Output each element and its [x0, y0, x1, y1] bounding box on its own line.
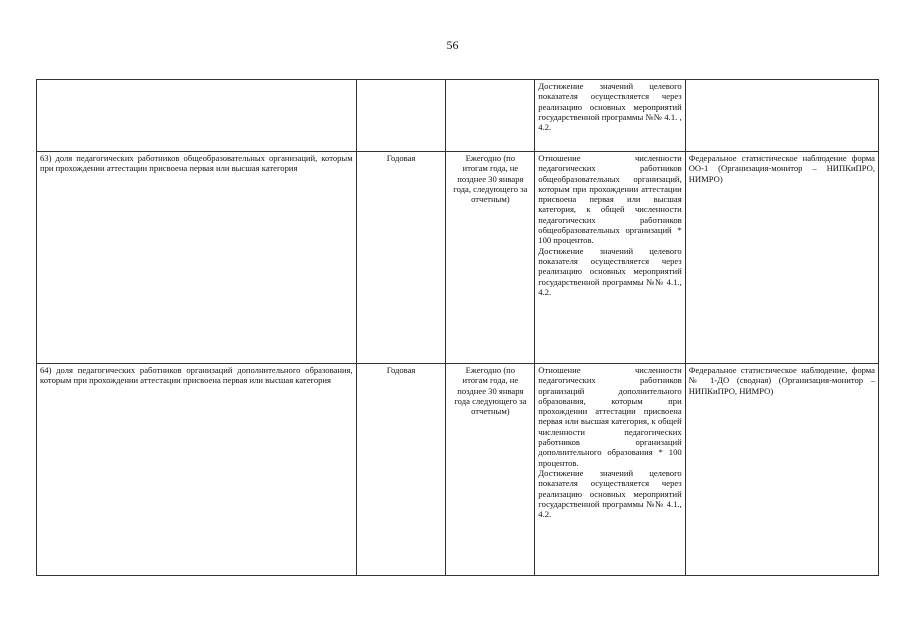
indicator-cell [37, 80, 357, 152]
table-row [37, 80, 879, 152]
source-cell: Федеральное статистическое наблюдение, форма № 1-ДО (сводная) (Организация-монитор – НИПКиПРО, НИМРО) [685, 364, 878, 576]
deadline-cell: Ежегодно (по итогам года, не позднее 30 января года, следующего за отчетным) [446, 152, 535, 364]
indicator-cell: 64) доля педагогических работников организаций дополнительного образования, которым при прохождении аттестации присвоена первая или высшая категория [37, 364, 357, 576]
periodicity-cell: Годовая [356, 152, 446, 364]
source-cell: Федеральное статистическое наблюдение форма ОО-1 (Организация-монитор – НИПКиПРО, НИМРО) [685, 152, 878, 364]
method-text: Достижение значений целевого показателя осуществляется через реализацию основных мероприятий государственной программы №№ 4.1. , 4.2. [538, 81, 682, 133]
method-tail-text: Достижение значений целевого показателя осуществляется через реализацию основных мероприятий государственной программы №№ 4.1., 4.2. [538, 467, 682, 520]
method-cell [535, 80, 685, 152]
method-cell [535, 364, 685, 576]
method-text: Отношение численности педагогических работников общеобразовательных организаций, которым при прохождении аттестации присвоена первая или высшая категория, к общей численности педагогических работников общеобразовательных организаций * 100 процентов. [538, 153, 682, 246]
method-text: Отношение численности педагогических работников организаций дополнительного образования, которым при прохождении аттестации присвоена первая или высшая категория, к общей численности педагогических работников организаций дополнительного образования * 100 процентов. [538, 365, 682, 468]
deadline-cell [446, 80, 535, 152]
page-number: 56 [446, 38, 459, 52]
method-tail-text: Достижение значений целевого показателя осуществляется через реализацию основных мероприятий государственной программы №№ 4.1., 4.2. [538, 245, 682, 297]
table-row [37, 152, 879, 364]
source-cell [685, 80, 878, 152]
periodicity-cell [356, 80, 446, 152]
indicator-cell: 63) доля педагогических работников общеобразовательных организаций, которым при прохождении аттестации присвоена первая или высшая категория [37, 152, 357, 364]
periodicity-cell: Годовая [356, 364, 446, 576]
deadline-cell: Ежегодно (по итогам года, не позднее 30 января года следующего за отчетным) [446, 364, 535, 576]
indicators-table [36, 79, 879, 576]
method-cell [535, 152, 685, 364]
table-row [37, 364, 879, 576]
